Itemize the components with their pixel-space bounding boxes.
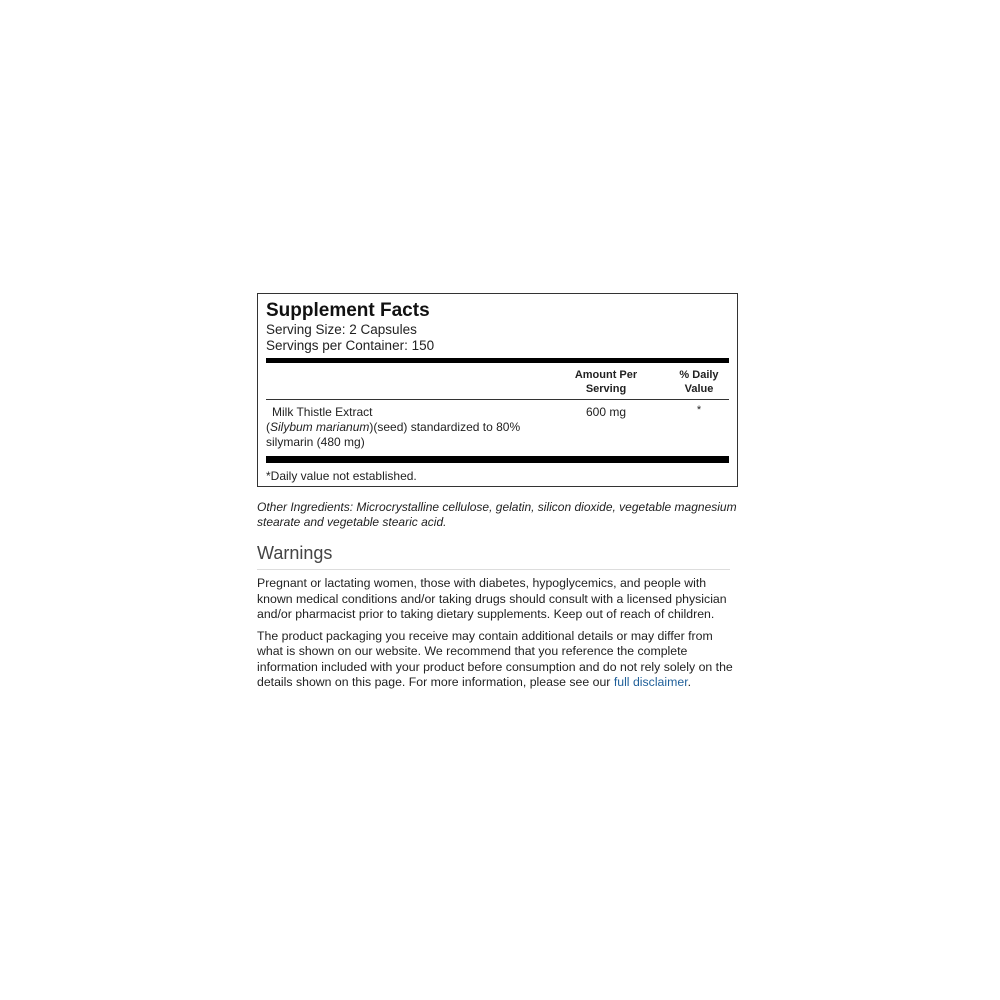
serving-size: Serving Size: 2 Capsules	[266, 322, 417, 337]
amount-per-serving-header	[556, 368, 656, 396]
other-ingredients: Other Ingredients: Microcrystalline cellulose, gelatin, silicon dioxide, vegetable magnesium stearate and vegetable stearic acid.	[257, 500, 737, 529]
ingredient-name: Milk Thistle Extract	[272, 405, 373, 419]
warnings-heading: Warnings	[257, 541, 730, 570]
thick-divider-bottom	[266, 456, 729, 463]
disclaimer-text: The product packaging you receive may contain additional details or may differ from what is shown on our website. We recommend that you reference the complete information included with your product before consumption and do not rely solely on the details shown on this page. For more information, please see our	[257, 628, 733, 689]
facts-column-header	[266, 363, 729, 400]
disclaimer-paragraph	[257, 629, 735, 691]
amount-header-line1: Amount Per	[574, 369, 638, 381]
amount-header-line2: Serving	[585, 383, 627, 395]
supplement-facts-panel	[257, 293, 738, 487]
supplement-facts-title: Supplement Facts	[266, 300, 430, 321]
ingredient-row	[266, 400, 729, 456]
ingredient-detail: )(seed) standardized to 80% silymarin (480 mg)	[266, 420, 521, 449]
full-disclaimer-link[interactable]: full disclaimer	[613, 675, 688, 689]
daily-value-footnote: *Daily value not established.	[266, 469, 417, 483]
ingredient-description	[266, 405, 546, 450]
disclaimer-end: .	[687, 675, 692, 689]
daily-value-header	[664, 368, 734, 396]
warnings-body	[257, 576, 735, 697]
dv-header-line2: Value	[684, 383, 714, 395]
dv-header-line1: % Daily	[679, 369, 719, 381]
ingredient-daily-value: *	[696, 404, 702, 416]
ingredient-amount: 600 mg	[585, 405, 627, 419]
ingredient-latin-name: Silybum marianum	[270, 420, 370, 434]
servings-per-container: Servings per Container: 150	[266, 338, 435, 353]
ingredient-paren: (	[266, 420, 270, 434]
warnings-paragraph: Pregnant or lactating women, those with diabetes, hypoglycemics, and people with known medical conditions and/or taking drugs should consult with a licensed physician and/or pharmacist prior to taking dietary supplements. Keep out of reach of children.	[257, 576, 727, 621]
